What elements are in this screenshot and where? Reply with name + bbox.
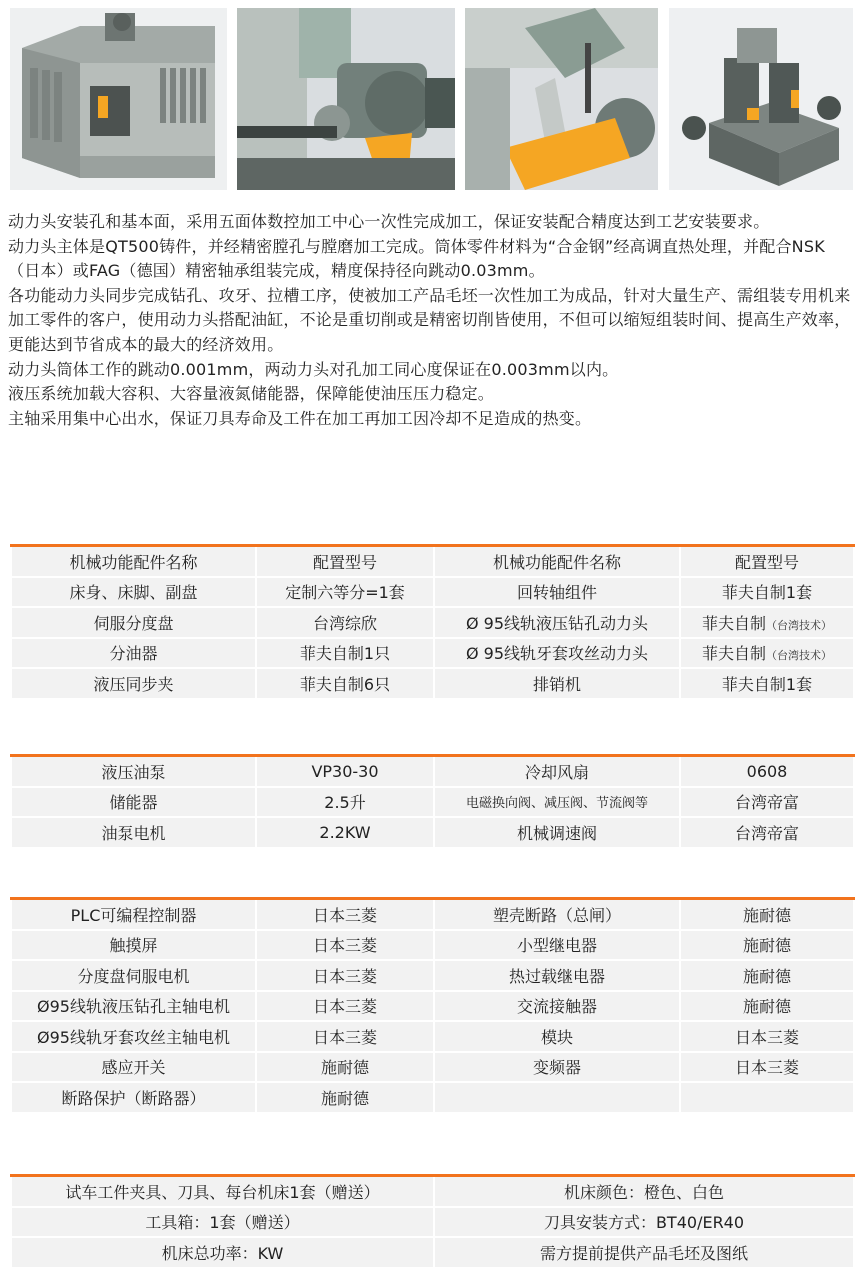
table-cell: 2.2KW <box>256 817 434 848</box>
table-row <box>11 787 854 818</box>
table-cell: 分度盘伺服电机 <box>11 960 256 991</box>
header-cell: 配置型号 <box>680 546 854 577</box>
table-cell: 台湾综欣 <box>256 607 434 638</box>
mechanical-parts-table <box>10 544 855 700</box>
table-cell: 液压油泵 <box>11 756 256 787</box>
table-cell: 伺服分度盘 <box>11 607 256 638</box>
table-cell: 日本三菱 <box>256 960 434 991</box>
table-cell <box>434 1082 680 1113</box>
table-row <box>11 1082 854 1113</box>
table-cell: 试车工件夹具、刀具、每台机床1套（赠送） <box>11 1176 434 1207</box>
header-cell: 配置型号 <box>256 546 434 577</box>
table-cell: 日本三菱 <box>256 930 434 961</box>
spindle-closeup-image <box>465 8 658 190</box>
table-cell: 菲夫自制1套 <box>680 577 854 608</box>
table-cell: Ø 95线轨液压钻孔动力头 <box>434 607 680 638</box>
table-cell: 床身、床脚、副盘 <box>11 577 256 608</box>
table-cell: 2.5升 <box>256 787 434 818</box>
table-cell: 排销机 <box>434 668 680 699</box>
table-row <box>11 899 854 930</box>
table-cell: 储能器 <box>11 787 256 818</box>
table-cell: 塑壳断路（总闸） <box>434 899 680 930</box>
header-cell: 机械功能配件名称 <box>11 546 256 577</box>
table-row <box>11 1207 854 1238</box>
product-gallery <box>10 8 853 190</box>
table-cell: 菲夫自制1套 <box>680 668 854 699</box>
table-row <box>11 577 854 608</box>
table-row <box>11 1176 854 1207</box>
cell-value: 菲夫自制 <box>701 613 766 633</box>
table-cell: 热过载继电器 <box>434 960 680 991</box>
table-row <box>11 1021 854 1052</box>
table-row <box>11 638 854 669</box>
table-cell: 施耐德 <box>680 960 854 991</box>
machine-enclosure-image <box>10 8 227 190</box>
table-row <box>11 930 854 961</box>
table-cell: PLC可编程控制器 <box>11 899 256 930</box>
table-row <box>11 991 854 1022</box>
table-cell: 施耐德 <box>680 930 854 961</box>
table-cell: 交流接触器 <box>434 991 680 1022</box>
table-cell: 菲夫自制6只 <box>256 668 434 699</box>
table-cell: 工具箱：1套（赠送） <box>11 1207 434 1238</box>
table-cell: 变频器 <box>434 1052 680 1083</box>
cell-value: 菲夫自制 <box>701 644 766 664</box>
table-cell: 机床颜色：橙色、白色 <box>434 1176 854 1207</box>
header-cell: 机械功能配件名称 <box>434 546 680 577</box>
table-row <box>11 668 854 699</box>
table-cell: 模块 <box>434 1021 680 1052</box>
power-head-closeup-image <box>237 8 455 190</box>
description-paragraph: 动力头安装孔和基本面，采用五面体数控加工中心一次性完成加工，保证安装配合精度达到工艺安装要求。 <box>8 212 770 231</box>
description-paragraph: 各功能动力头同步完成钻孔、攻牙、拉槽工序，使被加工产品毛坯一次性加工为成品，针对大量生产、需组装专用机来加工零件的客户，使用动力头搭配油缸，不论是重切削或是精密切削皆使用，不但可以缩短组装时间、提高生产效率，更能达到节省成本的最大的经济效用。 <box>8 285 851 354</box>
table-cell: 日本三菱 <box>680 1021 854 1052</box>
table-row <box>11 607 854 638</box>
table-cell: 小型继电器 <box>434 930 680 961</box>
table-cell <box>680 638 854 669</box>
description-paragraph: 动力头筒体工作的跳动0.001mm，两动力头对孔加工同心度保证在0.003mm以内。 <box>8 359 619 379</box>
table-cell: 菲夫自制1只 <box>256 638 434 669</box>
table-cell: 分油器 <box>11 638 256 669</box>
table-cell: 油泵电机 <box>11 817 256 848</box>
table-cell: 刀具安装方式：BT40/ER40 <box>434 1207 854 1238</box>
table-cell: Ø 95线轨牙套攻丝动力头 <box>434 638 680 669</box>
table-cell: 日本三菱 <box>256 899 434 930</box>
table-cell: 感应开关 <box>11 1052 256 1083</box>
product-description <box>8 210 854 431</box>
description-paragraph: 主轴采用集中心出水，保证刀具寿命及工件在加工再加工因冷却不足造成的热变。 <box>8 408 592 428</box>
table-row <box>11 1052 854 1083</box>
table-cell: 日本三菱 <box>256 1021 434 1052</box>
table-cell <box>680 607 854 638</box>
description-paragraph: 液压系统加载大容积、大容量液氮储能器，保障能使油压压力稳定。 <box>8 384 495 404</box>
table-cell: 断路保护（断路器） <box>11 1082 256 1113</box>
table-cell: 施耐德 <box>680 899 854 930</box>
table-cell: 机床总功率：KW <box>11 1237 434 1268</box>
electrical-table <box>10 897 855 1114</box>
table-cell: 电磁换向阀、减压阀、节流阀等 <box>434 787 680 818</box>
hydraulic-table <box>10 754 855 849</box>
table-cell: 日本三菱 <box>680 1052 854 1083</box>
table-header-row <box>11 546 854 577</box>
table-row <box>11 960 854 991</box>
cell-note: （台湾技术） <box>766 618 832 632</box>
table-cell: 冷却风扇 <box>434 756 680 787</box>
table-cell: 台湾帝富 <box>680 817 854 848</box>
table-cell: 回转轴组件 <box>434 577 680 608</box>
table-cell: 机械调速阀 <box>434 817 680 848</box>
table-cell: 施耐德 <box>680 991 854 1022</box>
table-cell: 施耐德 <box>256 1082 434 1113</box>
table-cell: 需方提前提供产品毛坯及图纸 <box>434 1237 854 1268</box>
table-cell: 台湾帝富 <box>680 787 854 818</box>
table-cell: 定制六等分=1套 <box>256 577 434 608</box>
table-cell: 日本三菱 <box>256 991 434 1022</box>
table-cell: 施耐德 <box>256 1052 434 1083</box>
table-cell <box>680 1082 854 1113</box>
machine-assembly-image <box>669 8 853 190</box>
table-cell: 液压同步夹 <box>11 668 256 699</box>
cell-note: （台湾技术） <box>766 649 832 663</box>
table-row <box>11 817 854 848</box>
accessories-table <box>10 1174 855 1269</box>
table-cell: VP30-30 <box>256 756 434 787</box>
table-cell: 0608 <box>680 756 854 787</box>
table-row <box>11 1237 854 1268</box>
description-paragraph: 动力头主体是QT500铸件，并经精密膛孔与膛磨加工完成。筒体零件材料为“合金钢”经高调直热处理，并配合NSK（日本）或FAG（德国）精密轴承组装完成，精度保持径向跳动0.03mm。 <box>8 236 825 281</box>
table-cell: 触摸屏 <box>11 930 256 961</box>
table-cell: Ø95线轨液压钻孔主轴电机 <box>11 991 256 1022</box>
table-row <box>11 756 854 787</box>
table-cell: Ø95线轨牙套攻丝主轴电机 <box>11 1021 256 1052</box>
